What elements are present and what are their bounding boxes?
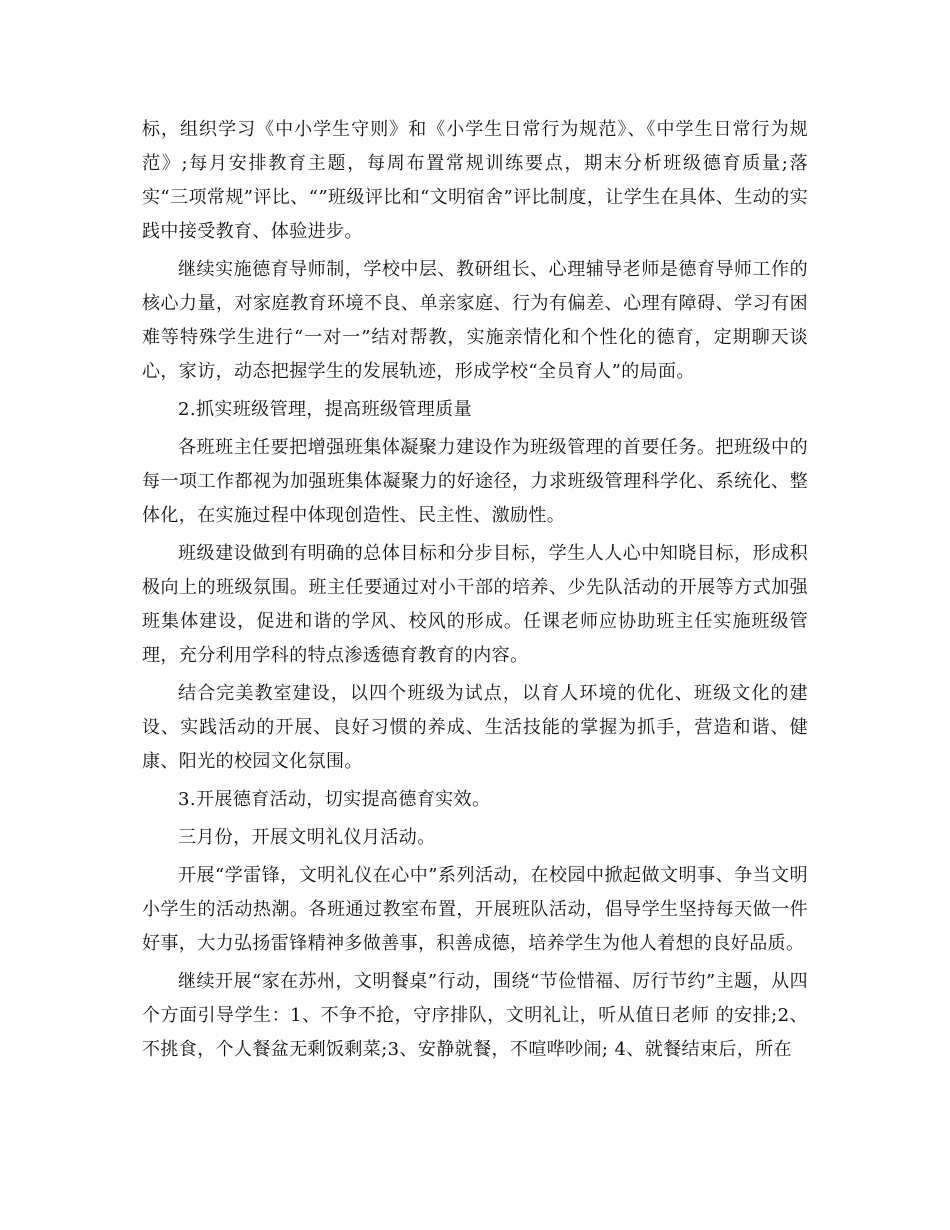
paragraph-2: 继续实施德育导师制，学校中层、教研组长、心理辅导老师是德育导师工作的核心力量，对家庭教育环境不良、单亲家庭、行为有偏差、心理有障碍、学习有困难等特殊学生进行“一对一”结对帮教，实施亲情化和个性化的德育，定期聊天谈心，家访，动态把握学生的发展轨迹，形成学校“全员育人”的局面。 [142,259,808,382]
paragraph-3: 各班班主任要把增强班集体凝聚力建设作为班级管理的首要任务。把班级中的每一项工作都视为加强班集体凝聚力的好途径，力求班级管理科学化、系统化、整体化，在实施过程中体现创造性、民主性、激励性。 [142,437,808,526]
paragraph-8: 继续开展“家在苏州，文明餐桌”行动，围绕“节俭惜福、厉行节约”主题，从四个方面引导学生：1、不争不抢，守序排队，文明礼让，听从值日老师 的安排;2、不挑食，个人餐盆无剩饭剩菜;3、安静就餐，不喧哗吵闹; 4、就餐结束后，所在 [142,971,808,1060]
paragraph-1: 标，组织学习《中小学生守则》和《小学生日常行为规范》、《中学生日常行为规范》;每月安排教育主题，每周布置常规训练要点，期末分析班级德育质量;落实“三项常规”评比、“”班级评比和“文明宿舍”评比制度，让学生在具体、生动的实践中接受教育、体验进步。 [142,119,808,242]
section-heading-3: 3.开展德育活动，切实提高德育实效。 [178,789,491,810]
paragraph-4: 班级建设做到有明确的总体目标和分步目标，学生人人心中知晓目标，形成积极向上的班级氛围。班主任要通过对小干部的培养、少先队活动的开展等方式加强班集体建设，促进和谐的学风、校风的形成。任课老师应协助班主任实施班级管理，充分利用学科的特点渗透德育教育的内容。 [142,543,808,666]
paragraph-7: 开展“学雷锋，文明礼仪在心中”系列活动，在校园中掀起做文明事、争当文明小学生的活动热潮。各班通过教室布置，开展班队活动，倡导学生坚持每天做一件好事，大力弘扬雷锋精神多做善事，积善成德，培养学生为他人着想的良好品质。 [142,865,808,954]
document-body [142,113,808,1071]
paragraph-6: 三月份，开展文明礼仪月活动。 [178,827,436,848]
paragraph-5: 结合完美教室建设，以四个班级为试点，以育人环境的优化、班级文化的建设、实践活动的开展、良好习惯的养成、生活技能的掌握为抓手，营造和谐、健康、阳光的校园文化氛围。 [142,683,808,772]
section-heading-2: 2.抓实班级管理，提高班级管理质量 [178,399,472,420]
